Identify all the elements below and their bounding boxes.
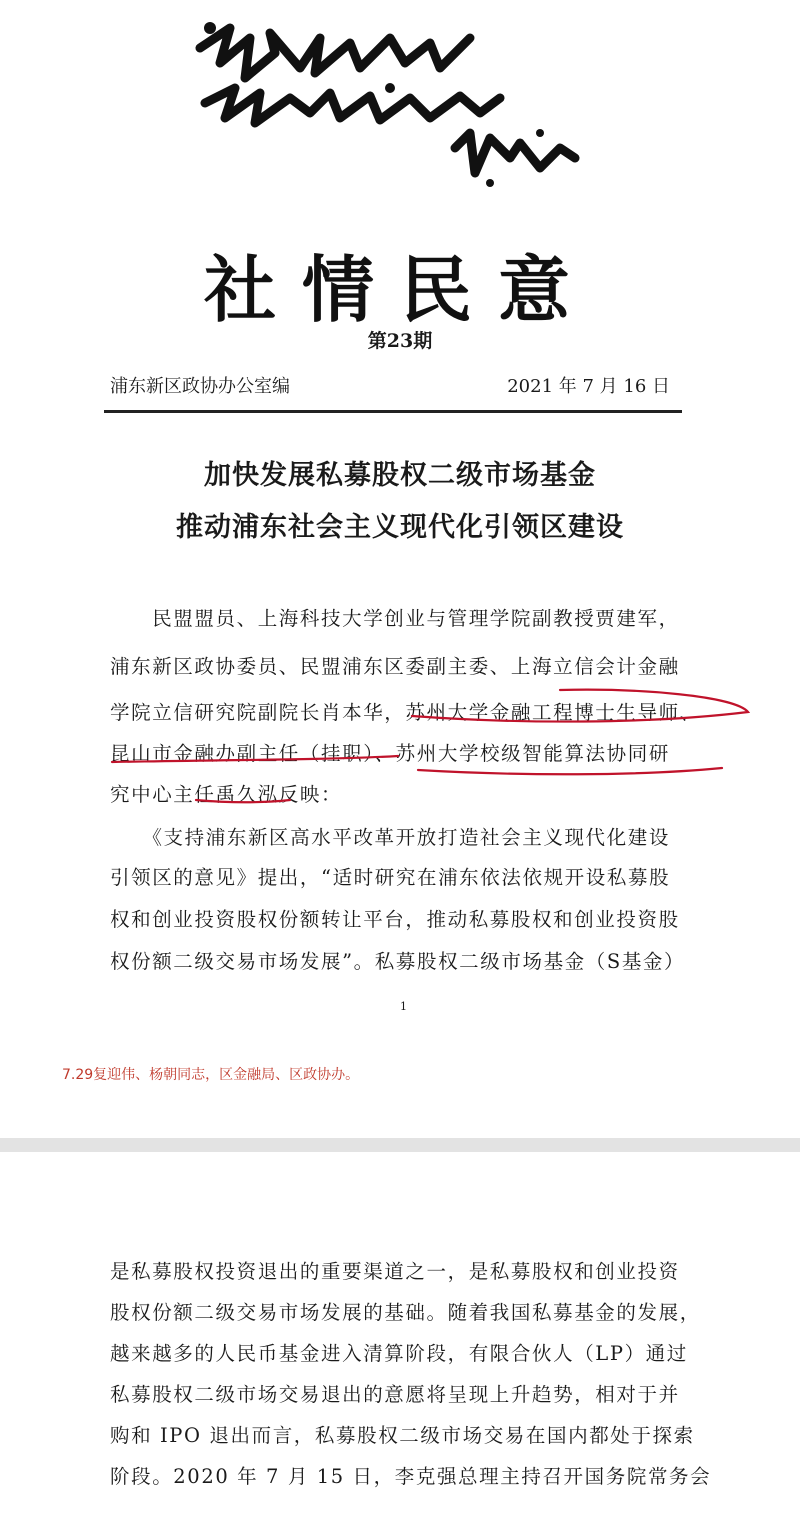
issue-number: 第23期 [367,330,433,352]
page-number: 1 [400,1000,407,1013]
issue-date: 2021 年 7 月 16 日 [507,376,670,397]
page-divider [0,1138,800,1152]
body-line: 权份额二级交易市场发展”。私募股权二级市场基金（S基金） [110,950,686,973]
body-line: 购和 IPO 退出而言，私募股权二级市场交易在国内都处于探索 [110,1424,695,1447]
body-line: 阶段。2020 年 7 月 15 日，李克强总理主持召开国务院常务会 [110,1465,712,1488]
body-line: 民盟盟员、上海科技大学创业与管理学院副教授贾建军， [110,607,680,630]
body-line: 《支持浦东新区高水平改革开放打造社会主义现代化建设 [110,826,670,849]
body-line: 股权份额二级交易市场发展的基础。随着我国私募基金的发展， [110,1301,701,1324]
body-line: 私募股权二级市场交易退出的意愿将呈现上升趋势，相对于并 [110,1383,680,1406]
header-rule [104,410,682,413]
issuer: 浦东新区政协办公室编 [110,376,290,397]
body-line: 引领区的意见》提出，“适时研究在浦东依法依规开设私募股 [110,866,671,889]
review-annotation: 7.29复迎伟、杨朝同志，区金融局、区政协办。 [62,1067,360,1083]
masthead-title: 社情民意 [203,247,596,332]
handwritten-signature [190,8,590,198]
body-line: 权和创业投资股权份额转让平台，推动私募股权和创业投资股 [110,908,680,931]
body-line: 学院立信研究院副院长肖本华，苏州大学金融工程博士生导师、 [110,701,701,724]
body-line: 是私募股权投资退出的重要渠道之一，是私募股权和创业投资 [110,1260,680,1283]
body-line: 究中心主任禹久泓反映： [110,783,343,806]
body-line: 昆山市金融办副主任（挂职）、苏州大学校级智能算法协同研 [110,742,670,765]
body-line: 越来越多的人民币基金进入清算阶段，有限合伙人（LP）通过 [110,1342,688,1365]
body-line: 浦东新区政协委员、民盟浦东区委副主委、上海立信会计金融 [110,655,680,678]
issuer-row [110,372,670,402]
document-page-2 [0,1152,800,1524]
article-title-line-2: 推动浦东社会主义现代化引领区建设 [176,512,624,543]
article-title-line-1: 加快发展私募股权二级市场基金 [204,460,596,491]
